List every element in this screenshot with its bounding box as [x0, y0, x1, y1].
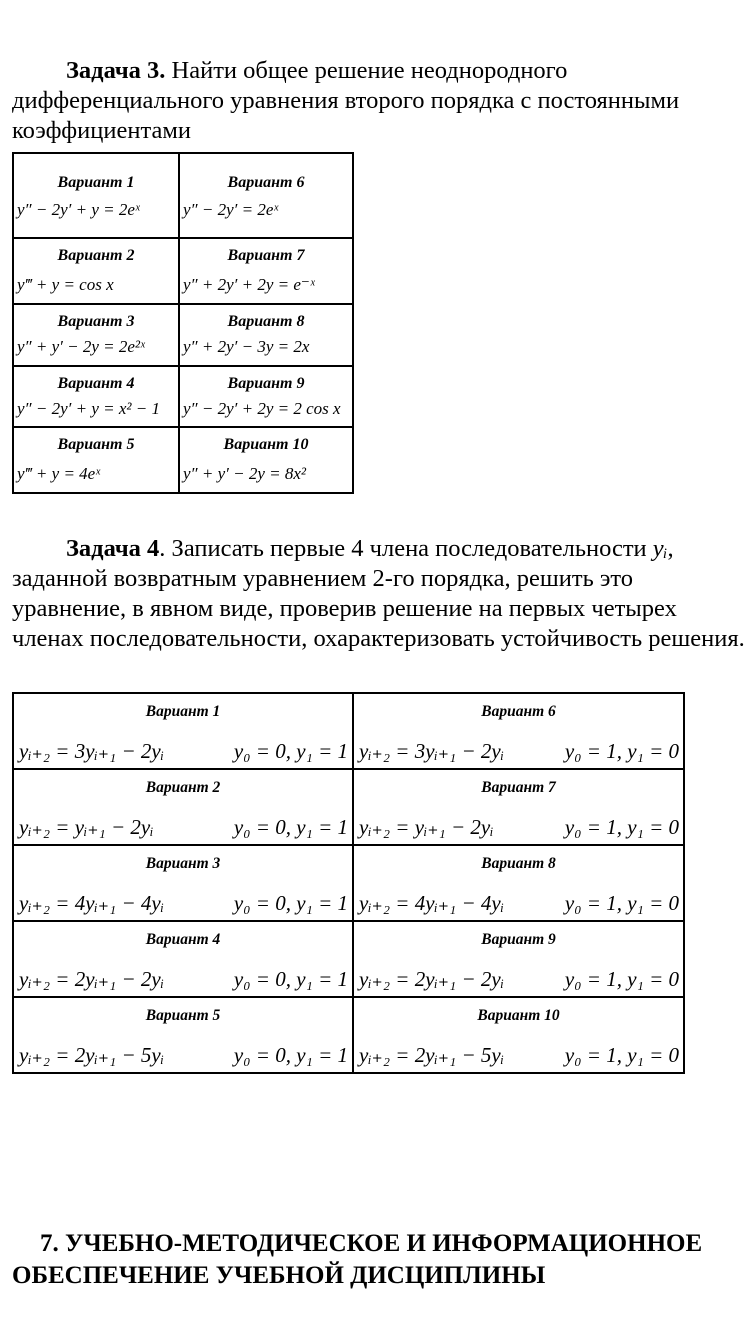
variant-equation: y″ + 2y′ + 2y = e⁻ˣ [183, 275, 315, 294]
variant-equation: y″ − 2y′ + y = 2eˣ [17, 200, 140, 219]
variant-equation: y″ + 2y′ − 3y = 2x [183, 337, 310, 356]
variant-initial-conditions: y₀ = 0, y₁ = 1 [233, 815, 348, 839]
task4-text-before: . Записать первые 4 члена последовательности [159, 535, 653, 562]
task4-statement [12, 534, 748, 654]
variant-equation: y″ + y′ − 2y = 8x² [183, 464, 306, 483]
task3-text: Найти общее решение неоднородного дифференциального уравнения второго порядка с постоянными коэффициентами [12, 57, 680, 144]
variant-equation: y″ − 2y′ + 2y = 2 cos x [183, 399, 341, 418]
table-row [13, 769, 684, 845]
task4-variants-table [12, 692, 685, 1074]
table-row [13, 693, 684, 769]
variant-label: Вариант 3 [57, 313, 135, 330]
variant-equation: yᵢ₊₂ = 2yᵢ₊₁ − 2yᵢ [19, 967, 165, 991]
task4-title: Задача 4 [66, 535, 160, 562]
variant-label: Вариант 9 [481, 931, 556, 948]
variant-cell [353, 769, 684, 845]
variant-equation: yᵢ₊₂ = 2yᵢ₊₁ − 5yᵢ [19, 1043, 165, 1067]
variant-cell [13, 997, 353, 1073]
variant-initial-conditions: y₀ = 0, y₁ = 1 [233, 891, 348, 915]
task4-text-after: , заданной возвратным уравнением 2-го порядка, решить это уравнение, в явном виде, проверив решение на первых четырех членах последовательности, охарактеризовать устойчивость решения. [12, 535, 745, 652]
variant-label: Вариант 3 [145, 855, 221, 872]
variant-equation: yᵢ₊₂ = yᵢ₊₁ − 2yᵢ [19, 815, 154, 839]
variant-cell [353, 845, 684, 921]
variant-equation: yᵢ₊₂ = 2yᵢ₊₁ − 2yᵢ [359, 967, 505, 991]
variant-initial-conditions: y₀ = 1, y₁ = 0 [564, 1043, 679, 1067]
variant-initial-conditions: y₀ = 0, y₁ = 1 [233, 967, 348, 991]
variant-cell [179, 427, 353, 493]
section-heading [12, 1228, 748, 1292]
table-row [13, 427, 353, 493]
section-heading-text: 7. УЧЕБНО-МЕТОДИЧЕСКОЕ И ИНФОРМАЦИОННОЕ ОБЕСПЕЧЕНИЕ УЧЕБНОЙ ДИСЦИПЛИНЫ [12, 1230, 703, 1289]
variant-initial-conditions: y₀ = 1, y₁ = 0 [564, 815, 679, 839]
variant-cell [353, 921, 684, 997]
variant-initial-conditions: y₀ = 1, y₁ = 0 [564, 967, 679, 991]
variant-label: Вариант 5 [57, 436, 135, 453]
variant-label: Вариант 4 [57, 375, 135, 392]
variant-equation: yᵢ₊₂ = 4yᵢ₊₁ − 4yᵢ [359, 891, 505, 915]
variant-equation: yᵢ₊₂ = 3yᵢ₊₁ − 2yᵢ [19, 739, 165, 763]
variant-label: Вариант 2 [145, 779, 221, 796]
variant-label: Вариант 8 [481, 855, 556, 872]
variant-label: Вариант 2 [57, 247, 135, 264]
variant-equation: yᵢ₊₂ = 4yᵢ₊₁ − 4yᵢ [19, 891, 165, 915]
variant-cell [13, 304, 179, 366]
variant-equation: y‴ + y = cos x [17, 275, 114, 294]
variant-equation: y″ + y′ − 2y = 2e²ˣ [17, 337, 145, 356]
variant-label: Вариант 5 [145, 1007, 221, 1024]
table-row [13, 845, 684, 921]
variant-cell [179, 153, 353, 238]
variant-cell [353, 997, 684, 1073]
variant-initial-conditions: y₀ = 1, y₁ = 0 [564, 891, 679, 915]
task3-variants-table [12, 152, 354, 494]
variant-cell [179, 304, 353, 366]
variant-equation: y‴ + y = 4eˣ [17, 464, 101, 483]
variant-cell [13, 238, 179, 304]
variant-cell [13, 366, 179, 427]
variant-label: Вариант 9 [227, 375, 305, 392]
variant-cell [179, 238, 353, 304]
table-row [13, 153, 353, 238]
variant-equation: yᵢ₊₂ = yᵢ₊₁ − 2yᵢ [359, 815, 494, 839]
variant-label: Вариант 8 [227, 313, 305, 330]
variant-equation: yᵢ₊₂ = 3yᵢ₊₁ − 2yᵢ [359, 739, 505, 763]
variant-label: Вариант 6 [227, 174, 305, 191]
variant-cell [13, 845, 353, 921]
variant-cell [13, 693, 353, 769]
variant-label: Вариант 10 [477, 1007, 560, 1024]
table-row [13, 921, 684, 997]
variant-cell [179, 366, 353, 427]
variant-label: Вариант 6 [481, 703, 556, 720]
variant-label: Вариант 4 [145, 931, 221, 948]
task3-title: Задача 3. [66, 57, 166, 84]
table-row [13, 304, 353, 366]
variant-initial-conditions: y₀ = 0, y₁ = 1 [233, 1043, 348, 1067]
variant-label: Вариант 10 [223, 436, 309, 453]
variant-initial-conditions: y₀ = 0, y₁ = 1 [233, 739, 348, 763]
table-row [13, 238, 353, 304]
variant-cell [13, 153, 179, 238]
variant-label: Вариант 7 [481, 779, 556, 796]
variant-cell [13, 769, 353, 845]
variant-equation: yᵢ₊₂ = 2yᵢ₊₁ − 5yᵢ [359, 1043, 505, 1067]
variant-equation: y″ − 2y′ = 2eˣ [183, 200, 279, 219]
variant-cell [13, 921, 353, 997]
variant-cell [353, 693, 684, 769]
table-row [13, 997, 684, 1073]
variant-label: Вариант 1 [145, 703, 221, 720]
variant-label: Вариант 7 [227, 247, 305, 264]
task3-statement [12, 56, 748, 146]
variant-cell [13, 427, 179, 493]
variant-initial-conditions: y₀ = 1, y₁ = 0 [564, 739, 679, 763]
task4-sequence-var: yᵢ [652, 535, 668, 562]
table-row [13, 366, 353, 427]
variant-equation: y″ − 2y′ + y = x² − 1 [17, 399, 160, 418]
variant-label: Вариант 1 [57, 174, 135, 191]
